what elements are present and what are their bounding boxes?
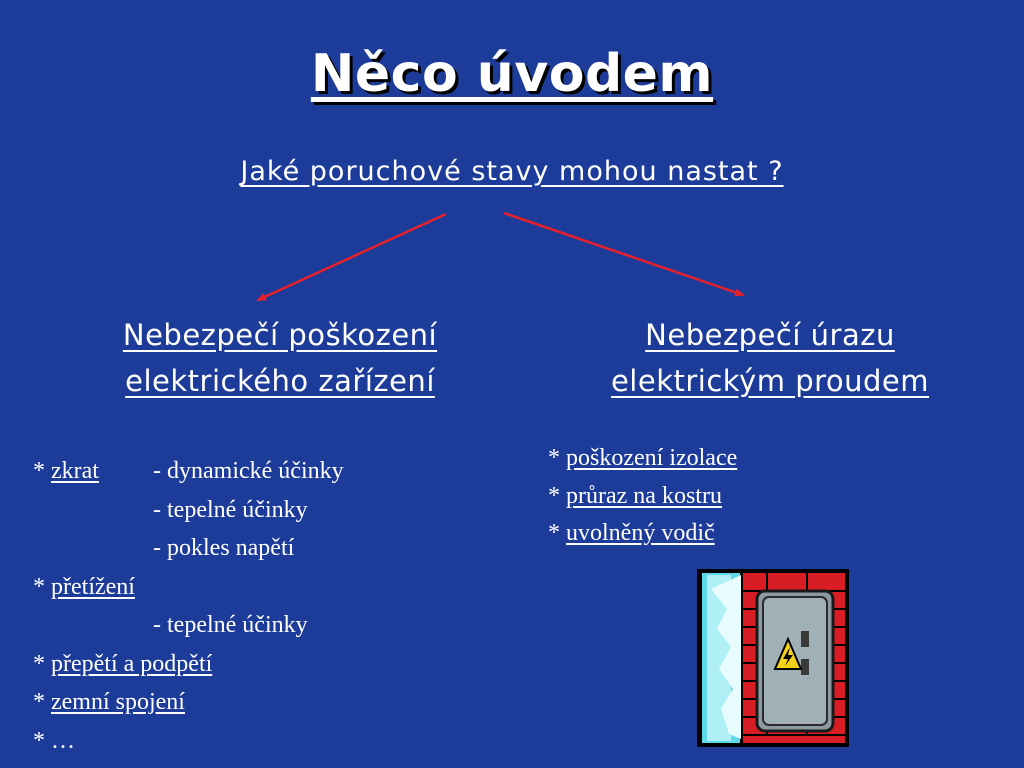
bullet-star: * <box>33 727 45 754</box>
zkrat-link[interactable]: zkrat <box>51 458 99 484</box>
heading-line: Nebezpečí poškození <box>122 318 438 352</box>
bullet-star: * <box>548 445 560 471</box>
arrow-left <box>258 214 446 300</box>
bullet-star: * <box>33 573 45 600</box>
effect-text: - pokles napětí <box>153 535 295 561</box>
ellipsis-text: … <box>51 727 75 754</box>
effect-text: - tepelné účinky <box>153 496 308 523</box>
list-item-pretizeni <box>33 568 212 607</box>
electric-injury-list <box>548 440 737 553</box>
list-item <box>548 515 737 553</box>
heading-line: Nebezpečí úrazu <box>645 318 895 352</box>
effect-text: - tepelné účinky <box>153 612 308 638</box>
list-subitem <box>33 491 308 530</box>
list-item <box>548 478 737 516</box>
uvolneny-vodic-link[interactable]: uvolněný vodič <box>566 520 715 546</box>
bullet-star: * <box>548 482 560 509</box>
list-item-more <box>33 722 212 761</box>
pruraz-na-kostru-link[interactable]: průraz na kostru <box>566 482 722 509</box>
list-item <box>548 440 737 478</box>
poskozeni-izolace-link[interactable]: poškození izolace <box>566 445 738 471</box>
device-damage-list <box>33 452 344 760</box>
heading-device-damage <box>40 312 520 404</box>
bullet-star: * <box>33 650 45 677</box>
heading-line: elektrickým proudem <box>610 364 930 398</box>
pretizeni-link[interactable]: přetížení <box>51 573 135 600</box>
list-item-prepeti <box>33 645 212 684</box>
electrical-cabinet-icon <box>697 569 849 747</box>
heading-line: elektrického zařízení <box>125 364 435 398</box>
list-subitem <box>33 606 308 645</box>
heading-electric-injury <box>530 312 1010 404</box>
bullet-star: * <box>548 520 560 546</box>
bullet-star: * <box>33 689 45 715</box>
arrow-right <box>504 213 743 295</box>
list-item-zemni <box>33 683 212 722</box>
bullet-star: * <box>33 458 45 484</box>
zemni-spojeni-link[interactable]: zemní spojení <box>51 689 185 715</box>
list-item-zkrat <box>33 452 344 491</box>
page-title: Něco úvodem <box>310 44 714 104</box>
effect-text: - dynamické účinky <box>153 458 344 484</box>
list-subitem <box>33 529 295 568</box>
question-heading: Jaké poruchové stavy mohou nastat ? <box>240 156 784 187</box>
prepeti-link[interactable]: přepětí a podpětí <box>51 650 213 677</box>
